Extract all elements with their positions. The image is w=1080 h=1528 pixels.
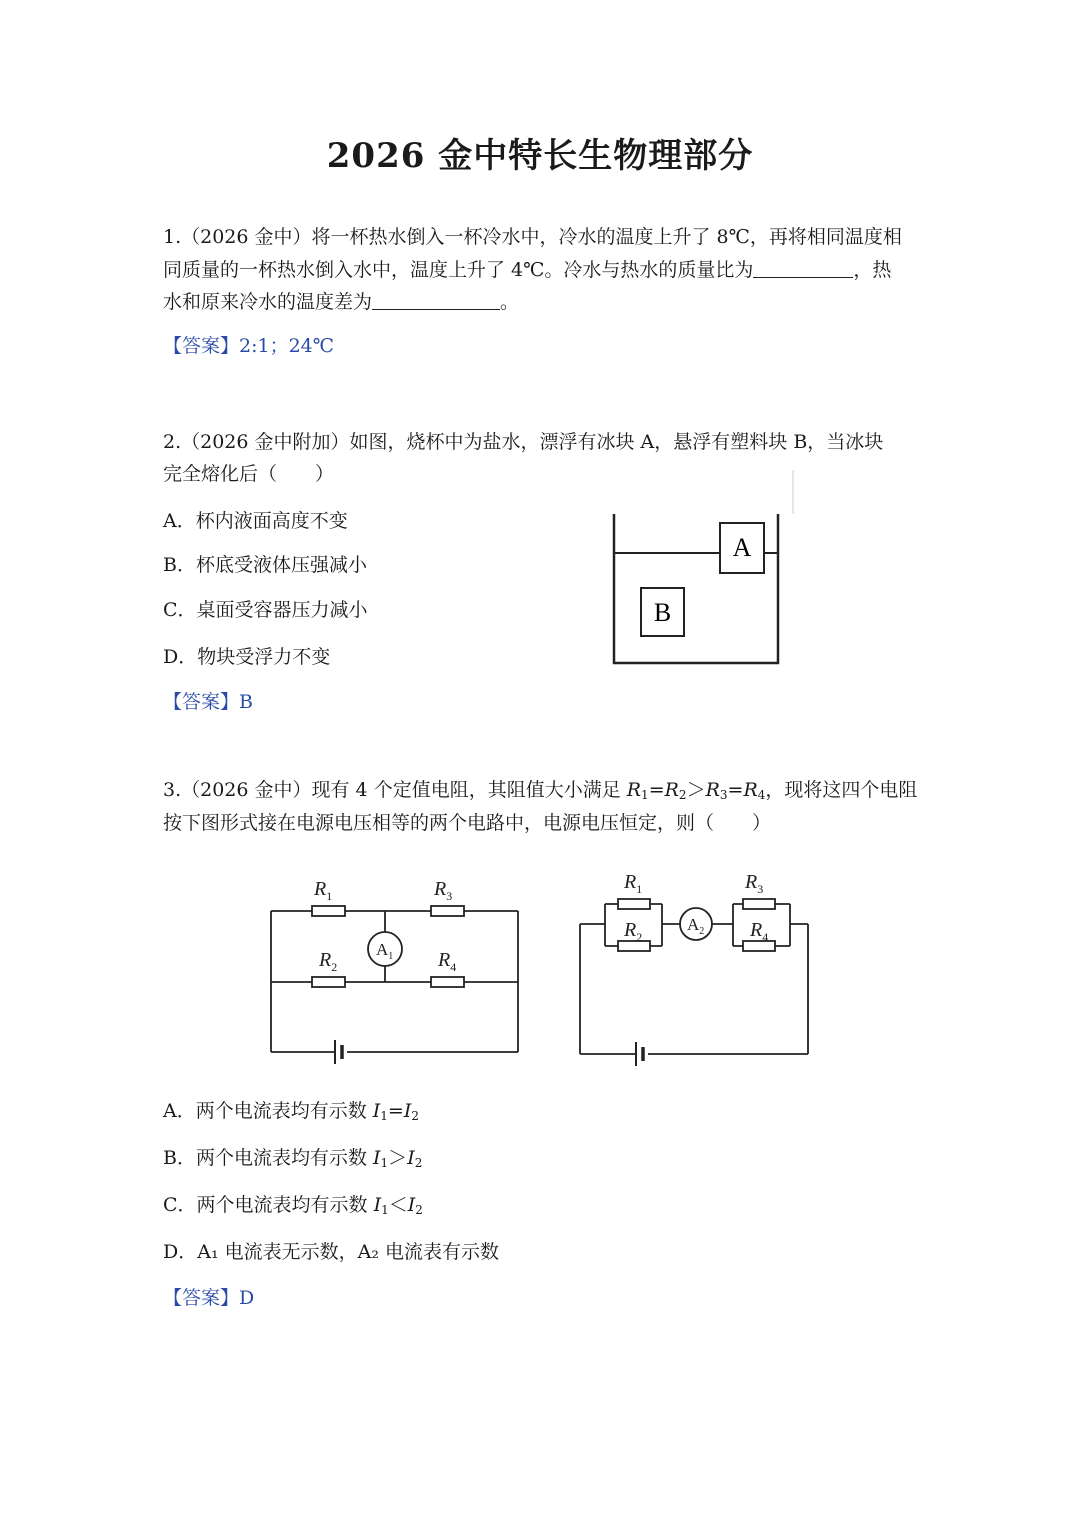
block-a-label: A xyxy=(732,533,752,562)
label-r2-c2: $R_2$ xyxy=(624,919,643,944)
label-r3-c1: $R_3$ xyxy=(434,878,453,903)
q1-line-2-text: 同质量的一杯热水倒入水中，温度上升了 4℃。冷水与热水的质量比为 xyxy=(163,259,754,281)
block-b-label: B xyxy=(653,598,672,627)
q2-option-b: B．杯底受液体压强减小 xyxy=(163,554,367,576)
circuit-2-diagram xyxy=(570,866,820,1066)
label-r3-c2: $R_3$ xyxy=(745,871,764,896)
q3-line-1 xyxy=(163,778,917,807)
q3-option-a: A．两个电流表均有示数 $I_1=I_2$ xyxy=(163,1100,419,1123)
ammeter-a2-label: $A_2$ xyxy=(687,915,705,937)
q1-line-2-tail: ，热 xyxy=(853,259,892,281)
q1-answer-blank-2 xyxy=(372,291,500,310)
q3-line-2: 按下图形式接在电源电压相等的两个电路中，电源电压恒定，则（ ） xyxy=(163,812,772,834)
label-r2-c1: $R_2$ xyxy=(319,949,338,974)
q2-option-a: A．杯内液面高度不变 xyxy=(163,510,348,532)
circuit-1-diagram xyxy=(260,870,530,1065)
q3-option-b: B．两个电流表均有示数 $I_1>I_2$ xyxy=(163,1147,423,1170)
label-r4-c1: $R_4$ xyxy=(438,949,457,974)
q3-condition: $R_1=R_2>R_3=R_4$ xyxy=(626,779,766,802)
q2-line-2: 完全熔化后（ ） xyxy=(163,463,335,485)
q1-line-3-tail: 。 xyxy=(500,291,520,313)
beaker-diagram xyxy=(600,470,800,670)
q2-option-c: C．桌面受容器压力减小 xyxy=(163,599,368,621)
label-r1-c2: $R_1$ xyxy=(624,871,643,896)
q3-option-c: C．两个电流表均有示数 $I_1<I_2$ xyxy=(163,1194,423,1217)
q2-answer: 【答案】B xyxy=(163,691,253,713)
q1-answer-blank-1 xyxy=(753,259,853,278)
q2-option-d: D．物块受浮力不变 xyxy=(163,646,331,668)
q3-option-d: D．A₁ 电流表无示数，A₂ 电流表有示数 xyxy=(163,1241,499,1263)
q3-line-1-tail: ，现将这四个电阻 xyxy=(765,779,918,801)
q1-line-3 xyxy=(163,290,519,314)
q3-answer: 【答案】D xyxy=(163,1287,255,1309)
q3-line-1-text: 3.（2026 金中）现有 4 个定值电阻，其阻值大小满足 xyxy=(163,779,627,801)
page-title: 2026 金中特长生物理部分 xyxy=(326,136,754,176)
q2-line-1: 2.（2026 金中附加）如图，烧杯中为盐水，漂浮有冰块 A，悬浮有塑料块 B，当冰块 xyxy=(163,431,884,453)
q1-line-2 xyxy=(163,258,891,282)
q1-line-1: 1.（2026 金中）将一杯热水倒入一杯冷水中，冷水的温度上升了 8℃，再将相同温度相 xyxy=(163,226,902,248)
label-r1-c1: $R_1$ xyxy=(314,878,333,903)
q1-line-3-text: 水和原来冷水的温度差为 xyxy=(163,291,373,313)
ammeter-a1-label: $A_1$ xyxy=(376,940,394,962)
q1-answer: 【答案】2:1；24℃ xyxy=(163,335,335,357)
label-r4-c2: $R_4$ xyxy=(750,919,769,944)
